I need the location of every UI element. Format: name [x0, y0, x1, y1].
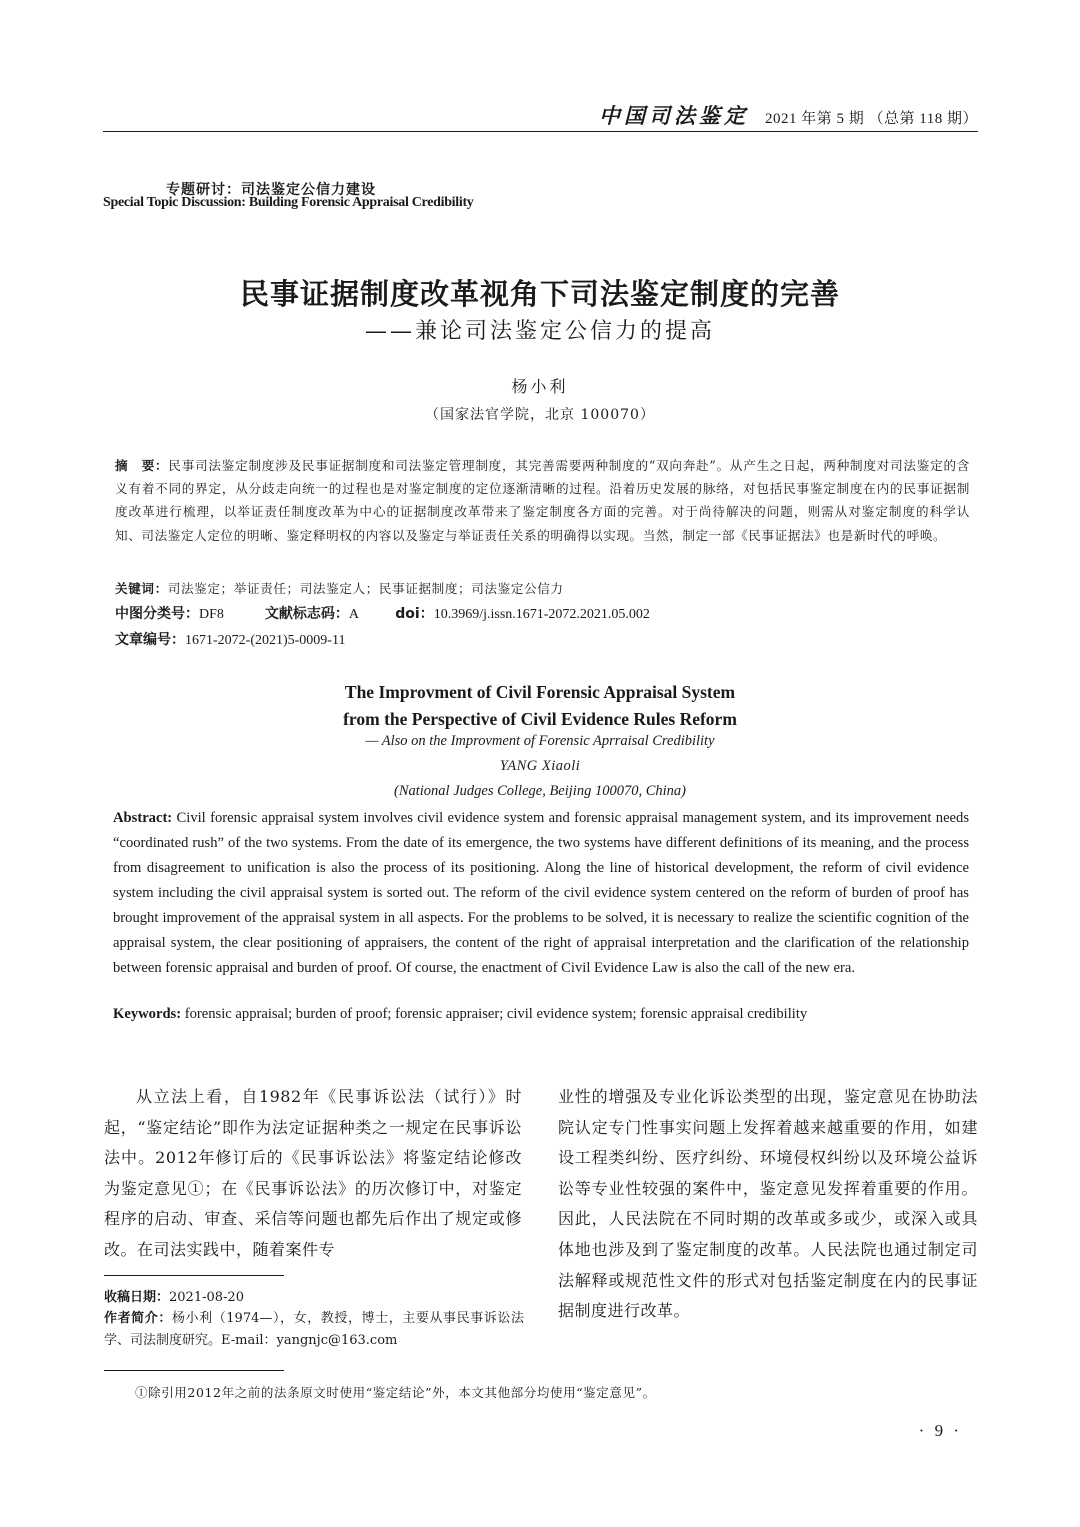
keywords-cn: [115, 578, 564, 597]
bio-text: 杨小利（1974—），女，教授，博士，主要从事民事诉讼法学、司法制度研究。E-mail：yangnjc@163.com: [104, 1311, 524, 1348]
doi-value: 10.3969/j.issn.1671-2072.2021.05.002: [433, 607, 650, 622]
abstract-en-label: Abstract:: [113, 810, 173, 826]
clc-value: DF8: [199, 607, 224, 622]
keywords-cn-label: 关键词：: [115, 581, 168, 596]
body-column-right: 业性的增强及专业化诉讼类型的出现，鉴定意见在协助法院认定专门性事实问题上发挥着越来越重要的作用，如建设工程类纠纷、医疗纠纷、环境侵权纠纷以及环境公益诉讼等专业性较强的案件中，鉴定意见发挥着重要的作用。因此，人民法院在不同时期的改革或多或少，或深入或具体地也涉及到了鉴定制度的改革。人民法院也通过制定司法解释或规范性文件的形式对包括鉴定制度在内的民事证据制度进行改革。: [558, 1087, 978, 1321]
affiliation-cn: （国家法官学院，北京 100070）: [425, 407, 655, 423]
doi-label: doi：: [395, 606, 434, 622]
doc-code-label: 文献标志码：: [264, 606, 349, 622]
author-name-en: YANG Xiaoli: [499, 758, 581, 774]
header-rule: [103, 131, 978, 132]
issue-info: 2021 年第 5 期 （总第 118 期）: [765, 111, 978, 127]
abstract-cn-text: 民事司法鉴定制度涉及民事证据制度和司法鉴定管理制度，其完善需要两种制度的“双向奔赴”。从产生之日起，两种制度对司法鉴定的含义有着不同的界定，从分歧走向统一的过程也是对鉴定制度的定位逐渐清晰的过程。沿着历史发展的脉络，对包括民事鉴定制度在内的民事证据制度改革进行梳理，以举证责任制度改革为中心的证据制度改革带来了鉴定制度各方面的完善。对于尚待解决的问题，则需从对鉴定制度的科学认知、司法鉴定人定位的明晰、鉴定释明权的内容以及鉴定与举证责任关系的明确得以实现。当然，制定一部《民事证据法》也是新时代的呼唤。: [115, 458, 970, 543]
article-title-en: [0, 679, 1080, 733]
running-header: [599, 100, 978, 130]
article-subtitle-en: — Also on the Improvment of Forensic Aprraisal Credibility: [365, 733, 715, 749]
page-number: · 9 ·: [918, 1421, 962, 1440]
body-column-left: 从立法上看，自1982年《民事诉讼法（试行）》时起，“鉴定结论”即作为法定证据种类之一规定在民事诉讼法中。2012年修订后的《民事诉讼法》将鉴定结论修改为鉴定意见①；在《民事诉讼法》的历次修订中，对鉴定程序的启动、审查、采信等问题也都先后作出了规定或修改。在司法实践中，随着案件专: [104, 1087, 522, 1259]
author-name-cn: 杨小利: [511, 377, 569, 396]
footnote-rule-1: [104, 1275, 284, 1276]
clc-label: 中图分类号：: [115, 606, 199, 622]
article-number-value: 1671-2072-(2021)5-0009-11: [185, 633, 346, 648]
title-en-line-2: from the Perspective of Civil Evidence Rules Reform: [343, 709, 737, 729]
keywords-cn-text: 司法鉴定；举证责任；司法鉴定人；民事证据制度；司法鉴定公信力: [167, 581, 564, 596]
received-date: [104, 1286, 244, 1305]
abstract-en: [113, 806, 969, 981]
bio-label: 作者简介：: [104, 1311, 172, 1326]
article-title-cn: 民事证据制度改革视角下司法鉴定制度的完善: [239, 277, 840, 311]
abstract-cn-label: 摘 要：: [115, 458, 169, 473]
doc-code-value: A: [348, 607, 359, 622]
author-bio: [104, 1308, 524, 1352]
abstract-en-text: Civil forensic appraisal system involves civil evidence system and forensic appraisal management system, and its improvement needs “coordinated rush” of the two systems. From the date of its emergence, the two systems have different definitions of its meaning, and the process from disagreement to unification is also the process of its positioning. Along the line of historical development, the reform of civil evidence system including the civil appraisal system is sorted out. The reform of the civil evidence system centered on the reform of burden of proof has brought improvement of the appraisal system in all aspects. For the problems to be solved, it is necessary to realize the scientific cognition of the appraisal system, the clear positioning of appraisers, the content of the right of appraisal interpretation and the clarification of the relationship between forensic appraisal and burden of proof. Of course, the enactment of Civil Evidence Law is also the call of the new era.: [113, 810, 969, 976]
keywords-en-label: Keywords:: [113, 1006, 182, 1022]
footnote-rule-2: [104, 1370, 284, 1371]
footnote-1: ①除引用2012年之前的法条原文时使用“鉴定结论”外，本文其他部分均使用“鉴定意见”。: [135, 1385, 656, 1400]
abstract-cn: [115, 454, 970, 547]
section-title-en: Special Topic Discussion: Building Forensic Appraisal Credibility: [103, 195, 474, 210]
article-subtitle-cn: ——兼论司法鉴定公信力的提高: [364, 319, 715, 344]
received-value: 2021-08-20: [169, 1290, 244, 1305]
received-label: 收稿日期：: [104, 1290, 170, 1305]
classification-line: [115, 603, 650, 623]
title-en-line-1: The Improvment of Civil Forensic Appraisal System: [344, 682, 736, 702]
article-number-label: 文章编号：: [115, 632, 185, 648]
keywords-en: [113, 1006, 807, 1023]
article-number-line: [115, 629, 345, 649]
keywords-en-text: forensic appraisal; burden of proof; forensic appraiser; civil evidence system; forensic appraisal credibility: [184, 1006, 808, 1022]
section-title-cn: 专题研讨：司法鉴定公信力建设: [166, 182, 376, 198]
journal-name: 中国司法鉴定: [599, 103, 750, 128]
affiliation-en: (National Judges College, Beijing 100070, China): [394, 783, 686, 799]
